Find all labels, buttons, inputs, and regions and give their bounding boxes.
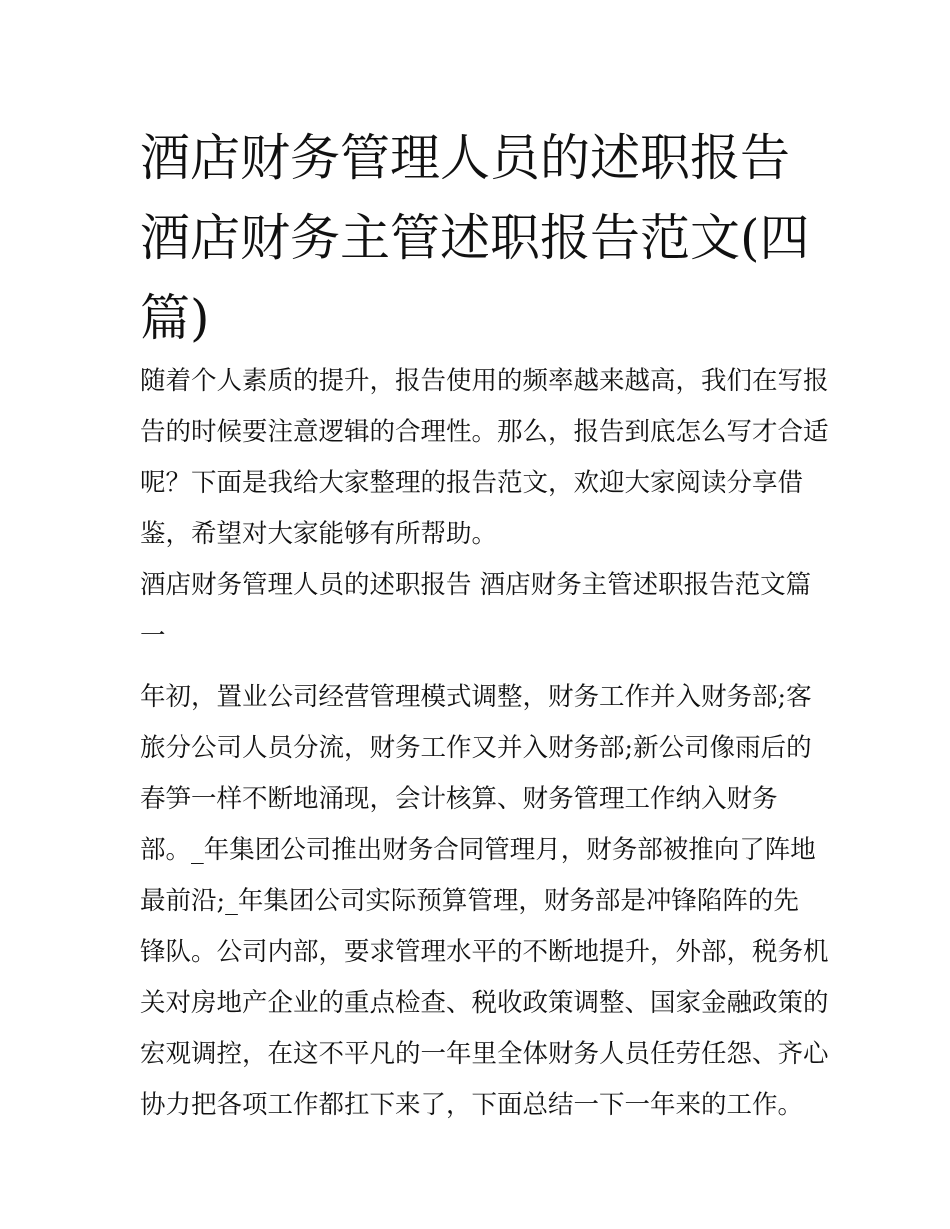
paragraph-line: 关对房地产企业的重点检查、税收政策调整、国家金融政策的 <box>140 988 829 1018</box>
paragraph-spacer <box>140 662 820 672</box>
paragraph-line: 部。_年集团公司推出财务合同管理月，财务部被推向了阵地 <box>140 835 816 865</box>
paragraph-line: 协力把各项工作都扛下来了，下面总结一下一年来的工作。 <box>140 1090 804 1120</box>
paragraph-line: 锋队。公司内部，要求管理水平的不断地提升，外部，税务机 <box>140 937 829 967</box>
section-heading <box>140 560 820 662</box>
document-title <box>140 118 820 358</box>
paragraph-line: 宏观调控，在这不平凡的一年里全体财务人员任劳任怨、齐心 <box>140 1039 829 1069</box>
document-body <box>140 356 829 1131</box>
paragraph-line: 春笋一样不断地涌现，会计核算、财务管理工作纳入财务 <box>140 784 778 814</box>
intro-line: 随着个人素质的提升，报告使用的频率越来越高，我们在写报 <box>140 366 829 396</box>
intro-line: 呢？下面是我给大家整理的报告范文，欢迎大家阅读分享借 <box>140 468 804 498</box>
section-heading-line: 一 <box>140 621 166 651</box>
main-paragraph <box>140 672 829 1131</box>
paragraph-line: 最前沿;_年集团公司实际预算管理，财务部是冲锋陷阵的先 <box>140 886 799 916</box>
paragraph-line: 旅分公司人员分流，财务工作又并入财务部;新公司像雨后的 <box>140 733 812 763</box>
title-line: 篇) <box>140 289 210 347</box>
title-line: 酒店财务主管述职报告范文(四 <box>140 209 810 267</box>
intro-paragraph <box>140 356 829 560</box>
title-line: 酒店财务管理人员的述职报告 <box>140 129 790 187</box>
section-heading-line: 酒店财务管理人员的述职报告 酒店财务主管述职报告范文篇 <box>140 570 812 600</box>
intro-line: 告的时候要注意逻辑的合理性。那么，报告到底怎么写才合适 <box>140 417 829 447</box>
intro-line: 鉴，希望对大家能够有所帮助。 <box>140 519 498 549</box>
paragraph-line: 年初，置业公司经营管理模式调整，财务工作并入财务部;客 <box>140 682 812 712</box>
